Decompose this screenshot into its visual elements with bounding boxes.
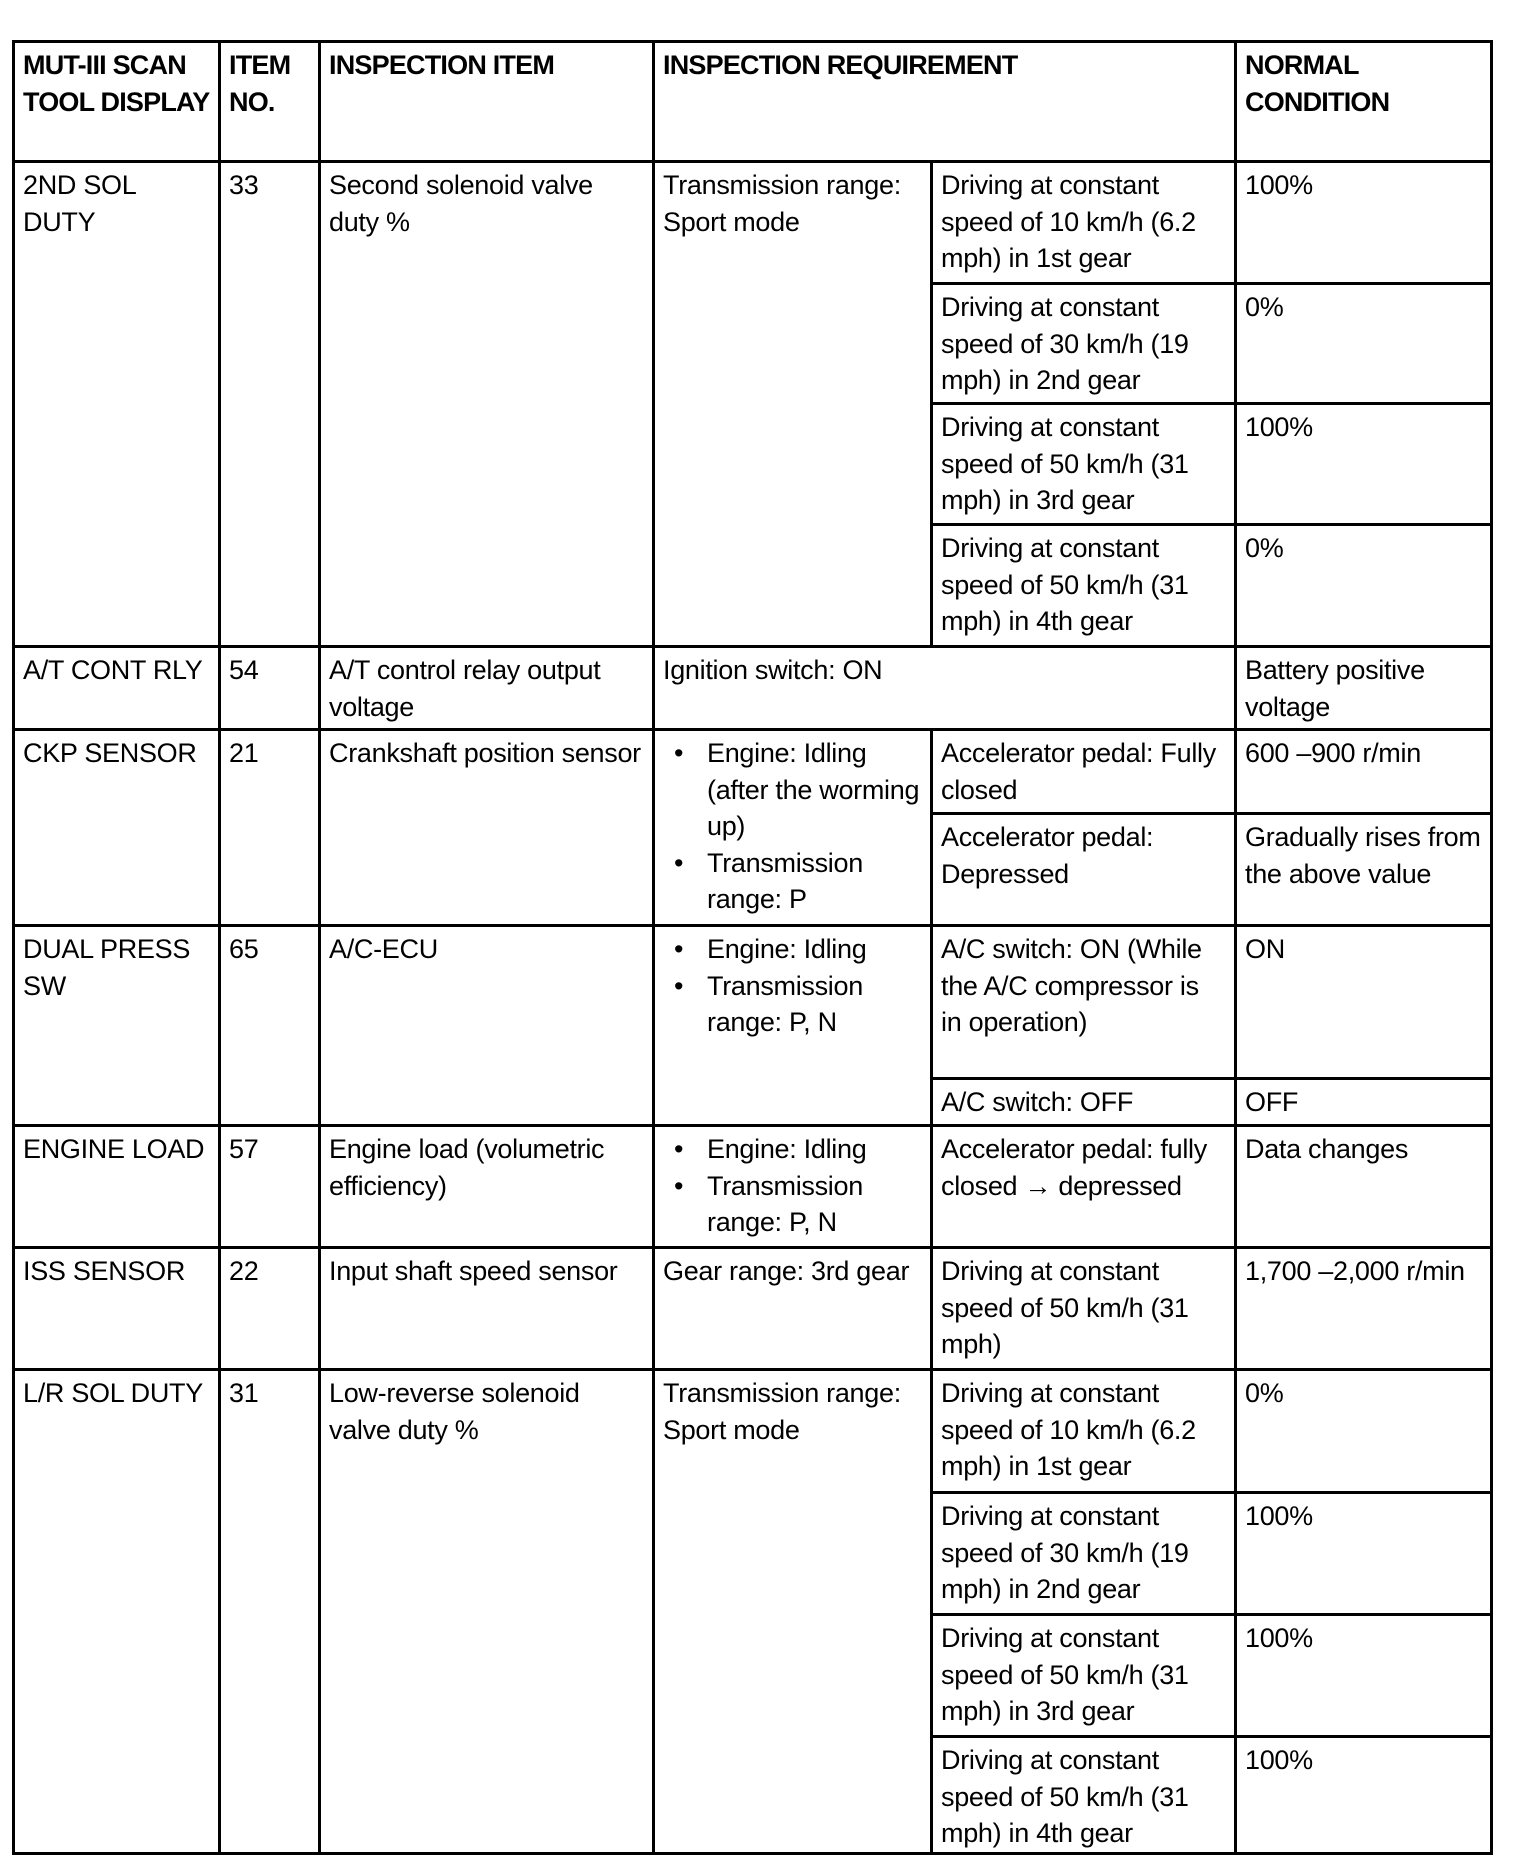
normal-condition-cell: 100%	[1236, 1493, 1492, 1615]
header-scan-tool-display: MUT-III SCAN TOOL DISPLAY	[14, 42, 220, 162]
requirement-bullet: • Engine: Idling	[707, 1131, 922, 1168]
requirement-cell	[654, 1126, 932, 1248]
condition-cell: Driving at constant speed of 30 km/h (19 mph) in 2nd gear	[932, 284, 1236, 404]
inspection-item-cell: Low-reverse solenoid valve duty %	[320, 1370, 654, 1854]
table-row	[14, 1370, 1492, 1493]
normal-condition-cell: 100%	[1236, 404, 1492, 525]
normal-condition-cell: ON	[1236, 926, 1492, 1079]
normal-condition-cell: 0%	[1236, 525, 1492, 647]
item-no-cell: 57	[220, 1126, 320, 1248]
condition-cell: Driving at constant speed of 50 km/h (31 mph) in 4th gear	[932, 525, 1236, 647]
condition-cell: Driving at constant speed of 30 km/h (19 mph) in 2nd gear	[932, 1493, 1236, 1615]
condition-cell: Accelerator pedal: Depressed	[932, 814, 1236, 926]
condition-cell: Driving at constant speed of 10 km/h (6.2 mph) in 1st gear	[932, 1370, 1236, 1493]
header-item-no: ITEM NO.	[220, 42, 320, 162]
scan-tool-display-cell: 2ND SOL DUTY	[14, 162, 220, 647]
normal-condition-cell: Data changes	[1236, 1126, 1492, 1248]
item-no-cell: 54	[220, 647, 320, 730]
item-no-cell: 33	[220, 162, 320, 647]
requirement-bullet-list	[663, 931, 922, 1041]
inspection-item-cell: Input shaft speed sensor	[320, 1248, 654, 1370]
requirement-bullet: • Engine: Idling (after the worming up)	[707, 735, 922, 845]
normal-condition-cell: 0%	[1236, 284, 1492, 404]
requirement-bullet: • Transmission range: P, N	[707, 1168, 922, 1241]
item-no-cell: 65	[220, 926, 320, 1126]
condition-cell: Driving at constant speed of 50 km/h (31 mph) in 4th gear	[932, 1737, 1236, 1854]
inspection-item-cell: A/T control relay output voltage	[320, 647, 654, 730]
scan-tool-display-cell: ENGINE LOAD	[14, 1126, 220, 1248]
requirement-cell	[654, 730, 932, 926]
condition-cell: A/C switch: ON (While the A/C compressor is in operation)	[932, 926, 1236, 1079]
condition-cell: Accelerator pedal: fully closed → depressed	[932, 1126, 1236, 1248]
normal-condition-cell: OFF	[1236, 1079, 1492, 1126]
table-row	[14, 647, 1492, 730]
normal-condition-cell: 0%	[1236, 1370, 1492, 1493]
table-row	[14, 1248, 1492, 1370]
condition-cell: Driving at constant speed of 50 km/h (31 mph)	[932, 1248, 1236, 1370]
scan-tool-display-cell: DUAL PRESS SW	[14, 926, 220, 1126]
requirement-bullet: • Transmission range: P	[707, 845, 922, 918]
normal-condition-cell: Battery positive voltage	[1236, 647, 1492, 730]
requirement-cell: Gear range: 3rd gear	[654, 1248, 932, 1370]
condition-cell: Driving at constant speed of 50 km/h (31 mph) in 3rd gear	[932, 404, 1236, 525]
normal-condition-cell: 1,700 –2,000 r/min	[1236, 1248, 1492, 1370]
requirement-bullet-list	[663, 735, 922, 918]
header-inspection-item: INSPECTION ITEM	[320, 42, 654, 162]
normal-condition-cell: Gradually rises from the above value	[1236, 814, 1492, 926]
normal-condition-cell: 600 –900 r/min	[1236, 730, 1492, 814]
header-row	[14, 42, 1492, 162]
table-row	[14, 1126, 1492, 1248]
requirement-cell: Transmission range: Sport mode	[654, 162, 932, 647]
scan-tool-display-cell: A/T CONT RLY	[14, 647, 220, 730]
requirement-cell: Transmission range: Sport mode	[654, 1370, 932, 1854]
normal-condition-cell: 100%	[1236, 1737, 1492, 1854]
header-inspection-requirement: INSPECTION REQUIREMENT	[654, 42, 1236, 162]
table-row	[14, 162, 1492, 284]
condition-cell: Accelerator pedal: Fully closed	[932, 730, 1236, 814]
inspection-item-cell: A/C-ECU	[320, 926, 654, 1126]
item-no-cell: 21	[220, 730, 320, 926]
inspection-item-cell: Crankshaft position sensor	[320, 730, 654, 926]
header-normal-condition: NORMAL CONDITION	[1236, 42, 1492, 162]
table-row	[14, 730, 1492, 814]
normal-condition-cell: 100%	[1236, 1615, 1492, 1737]
normal-condition-cell: 100%	[1236, 162, 1492, 284]
scan-tool-display-cell: CKP SENSOR	[14, 730, 220, 926]
inspection-item-cell: Engine load (volumetric efficiency)	[320, 1126, 654, 1248]
scan-tool-display-cell: ISS SENSOR	[14, 1248, 220, 1370]
requirement-bullet: • Engine: Idling	[707, 931, 922, 968]
condition-cell: Driving at constant speed of 50 km/h (31 mph) in 3rd gear	[932, 1615, 1236, 1737]
condition-cell: A/C switch: OFF	[932, 1079, 1236, 1126]
inspection-table	[12, 40, 1493, 1855]
scan-tool-display-cell: L/R SOL DUTY	[14, 1370, 220, 1854]
inspection-item-cell: Second solenoid valve duty %	[320, 162, 654, 647]
requirement-cell: Ignition switch: ON	[654, 647, 1236, 730]
requirement-bullet: • Transmission range: P, N	[707, 968, 922, 1041]
requirement-bullet-list	[663, 1131, 922, 1241]
condition-cell: Driving at constant speed of 10 km/h (6.2 mph) in 1st gear	[932, 162, 1236, 284]
table-row	[14, 926, 1492, 1079]
item-no-cell: 22	[220, 1248, 320, 1370]
item-no-cell: 31	[220, 1370, 320, 1854]
requirement-cell	[654, 926, 932, 1126]
